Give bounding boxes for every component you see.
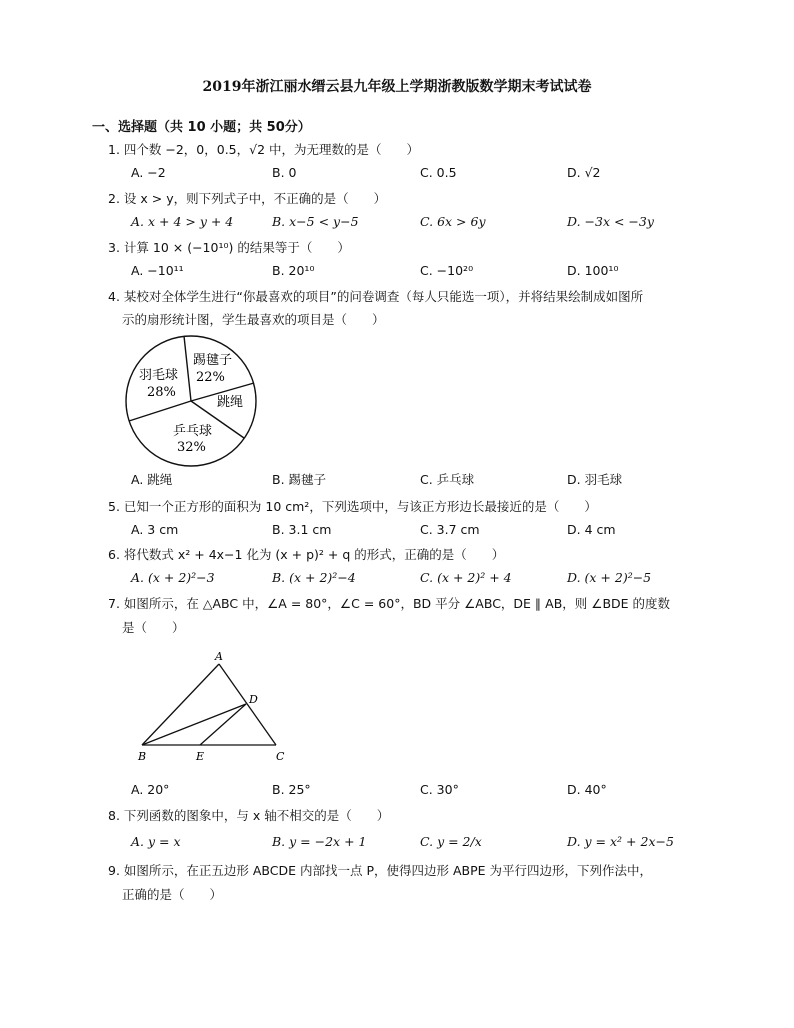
vertex-e: E bbox=[196, 750, 205, 763]
q8-option-d[interactable]: D. y = x² + 2x−5 bbox=[567, 834, 674, 849]
side-ac bbox=[219, 664, 276, 745]
question-3: 3. 计算 10 × (−10¹⁰) 的结果等于（ ） bbox=[108, 240, 350, 255]
question-7: 7. 如图所示，在 △ABC 中，∠A = 80°，∠C = 60°，BD 平分 ∠ABC，DE ∥ AB，则 ∠BDE 的度数 bbox=[108, 596, 671, 611]
slice-label-yumao: 羽毛球 bbox=[139, 368, 179, 383]
q5-option-d[interactable]: D. 4 cm bbox=[567, 522, 616, 537]
page-title: 2019年浙江丽水缙云县九年级上学期浙教版数学期末考试试卷 bbox=[202, 79, 592, 95]
q3-option-c[interactable]: C. −10²⁰ bbox=[420, 263, 474, 278]
q8-option-b[interactable]: B. y = −2x + 1 bbox=[272, 834, 367, 849]
q3-option-b[interactable]: B. 20¹⁰ bbox=[272, 263, 315, 278]
q3-option-d[interactable]: D. 100¹⁰ bbox=[567, 263, 619, 278]
question-5: 5. 已知一个正方形的面积为 10 cm²，下列选项中，与该正方形边长最接近的是（ ） bbox=[108, 499, 597, 514]
q1-option-a[interactable]: A. −2 bbox=[131, 165, 166, 180]
q4-option-d[interactable]: D. 羽毛球 bbox=[567, 472, 623, 487]
triangle-figure bbox=[132, 648, 302, 768]
question-1: 1. 四个数 −2，0，0.5，√2 中，为无理数的是（ ） bbox=[108, 142, 420, 157]
q7-option-c[interactable]: C. 30° bbox=[420, 782, 459, 797]
question-4: 4. 某校对全体学生进行“你最喜欢的项目”的问卷调查（每人只能选一项），并将结果绘制成如图所 bbox=[108, 289, 644, 304]
q8-option-a[interactable]: A. y = x bbox=[131, 834, 181, 849]
slice-percent-pingpang: 32% bbox=[177, 440, 206, 455]
q2-option-a[interactable]: A. x + 4 > y + 4 bbox=[131, 214, 234, 229]
q7-option-a[interactable]: A. 20° bbox=[131, 782, 170, 797]
vertex-a: A bbox=[215, 650, 223, 663]
side-ab bbox=[142, 664, 219, 745]
segment-de bbox=[200, 704, 246, 745]
question-7-cont: 是（ ） bbox=[122, 620, 185, 635]
question-2: 2. 设 x > y，则下列式子中，不正确的是（ ） bbox=[108, 191, 387, 206]
q5-option-c[interactable]: C. 3.7 cm bbox=[420, 522, 480, 537]
q5-option-a[interactable]: A. 3 cm bbox=[131, 522, 179, 537]
q4-option-a[interactable]: A. 跳绳 bbox=[131, 472, 173, 487]
q2-option-b[interactable]: B. x−5 < y−5 bbox=[272, 214, 359, 229]
question-9-cont: 正确的是（ ） bbox=[122, 887, 223, 902]
vertex-b: B bbox=[138, 750, 147, 763]
q4-option-b[interactable]: B. 踢毽子 bbox=[272, 472, 327, 487]
q2-option-c[interactable]: C. 6x > 6y bbox=[420, 214, 486, 229]
segment-bd bbox=[142, 704, 246, 745]
q2-option-d[interactable]: D. −3x < −3y bbox=[567, 214, 654, 229]
q6-option-b[interactable]: B. (x + 2)²−4 bbox=[272, 570, 356, 585]
slice-label-jianzi: 踢毽子 bbox=[193, 353, 233, 368]
question-4-cont: 示的扇形统计图，学生最喜欢的项目是（ ） bbox=[122, 312, 385, 327]
q4-option-c[interactable]: C. 乒乓球 bbox=[420, 472, 475, 487]
q3-option-a[interactable]: A. −10¹¹ bbox=[131, 263, 184, 278]
q6-option-d[interactable]: D. (x + 2)²−5 bbox=[567, 570, 652, 585]
section-heading: 一、选择题（共 10 小题；共 50分） bbox=[92, 120, 311, 135]
slice-percent-jianzi: 22% bbox=[196, 370, 225, 385]
q7-option-d[interactable]: D. 40° bbox=[567, 782, 607, 797]
slice-percent-yumao: 28% bbox=[147, 385, 176, 400]
q1-option-d[interactable]: D. √2 bbox=[567, 165, 601, 180]
question-9: 9. 如图所示，在正五边形 ABCDE 内部找一点 P，使得四边形 ABPE 为平行四边形，下列作法中， bbox=[108, 863, 653, 878]
vertex-c: C bbox=[276, 750, 285, 763]
q7-option-b[interactable]: B. 25° bbox=[272, 782, 311, 797]
slice-label-pingpang: 乒乓球 bbox=[173, 424, 213, 439]
q1-option-b[interactable]: B. 0 bbox=[272, 165, 297, 180]
question-8: 8. 下列函数的图象中，与 x 轴不相交的是（ ） bbox=[108, 808, 390, 823]
vertex-d: D bbox=[249, 693, 258, 706]
q5-option-b[interactable]: B. 3.1 cm bbox=[272, 522, 332, 537]
slice-label-tiaosheng: 跳绳 bbox=[217, 395, 244, 410]
q8-option-c[interactable]: C. y = 2/x bbox=[420, 834, 482, 849]
q6-option-c[interactable]: C. (x + 2)² + 4 bbox=[420, 570, 512, 585]
question-6: 6. 将代数式 x² + 4x−1 化为 (x + p)² + q 的形式，正确的是（ ） bbox=[108, 547, 505, 562]
q6-option-a[interactable]: A. (x + 2)²−3 bbox=[131, 570, 215, 585]
pie-chart bbox=[121, 331, 261, 471]
q1-option-c[interactable]: C. 0.5 bbox=[420, 165, 457, 180]
